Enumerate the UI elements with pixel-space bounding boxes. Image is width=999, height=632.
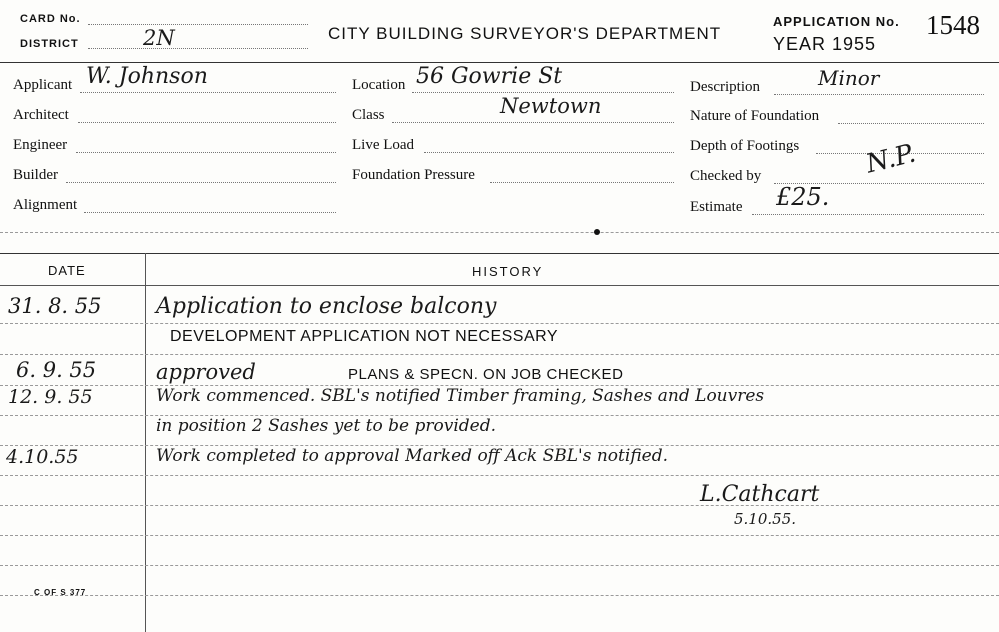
nature-of-foundation-line <box>838 123 984 124</box>
date-header: DATE <box>48 263 86 278</box>
history-header: HISTORY <box>472 264 544 279</box>
entry-text: Application to enclose balcony <box>156 294 497 319</box>
application-no-label: APPLICATION No. <box>773 14 900 29</box>
location-value: 56 Gowrie St <box>416 64 563 89</box>
applicant-line <box>80 92 336 93</box>
live-load-label: Live Load <box>352 137 415 153</box>
entry-date: 12. 9. 55 <box>8 386 93 408</box>
entry-text: Work completed to approval Marked off Ack SBL's notified. <box>156 446 669 466</box>
applicant-label: Applicant <box>13 77 73 93</box>
foundation-pressure-line <box>490 182 674 183</box>
signature: L.Cathcart <box>700 482 820 507</box>
signature-date: 5.10.55. <box>734 510 797 528</box>
entry-date: 6. 9. 55 <box>16 358 97 382</box>
estimate-value: £25. <box>776 183 830 211</box>
location-label: Location <box>352 77 406 93</box>
class-line <box>392 122 674 123</box>
depth-of-footings-label: Depth of Footings <box>690 138 800 154</box>
entry-date: 31. 8. 55 <box>8 294 102 318</box>
description-line <box>774 94 984 95</box>
builder-label: Builder <box>13 167 58 183</box>
entry-text: approved <box>156 360 256 384</box>
row-rule <box>0 475 999 476</box>
card-no-line <box>88 24 308 25</box>
checked-by-label: Checked by <box>690 168 762 184</box>
row-rule <box>0 323 999 324</box>
architect-line <box>78 122 336 123</box>
entry-text: in position 2 Sashes yet to be provided. <box>156 416 497 436</box>
foundation-pressure-label: Foundation Pressure <box>352 167 475 183</box>
architect-label: Architect <box>13 107 69 123</box>
row-rule <box>0 354 999 355</box>
year-label: YEAR 1955 <box>773 34 877 54</box>
description-value: Minor <box>818 66 880 90</box>
entry-text: Work commenced. SBL's notified Timber framing, Sashes and Louvres <box>156 386 765 406</box>
district-line <box>88 48 308 49</box>
estimate-label: Estimate <box>690 199 743 215</box>
row-rule <box>0 415 999 416</box>
card-no-label: CARD No. <box>20 13 81 25</box>
row-rule <box>0 565 999 566</box>
district-value: 2N <box>143 26 175 50</box>
class-label: Class <box>352 107 385 123</box>
punch-dot <box>594 229 600 235</box>
row-rule <box>0 505 999 506</box>
table-header-rule <box>0 285 999 286</box>
row-rule <box>0 595 999 596</box>
nature-of-foundation-label: Nature of Foundation <box>690 108 820 124</box>
district-label: DISTRICT <box>20 38 79 50</box>
live-load-line <box>424 152 674 153</box>
estimate-line <box>752 214 984 215</box>
table-top-rule <box>0 253 999 254</box>
header-rule <box>0 62 999 63</box>
alignment-label: Alignment <box>13 197 78 213</box>
engineer-label: Engineer <box>13 137 68 153</box>
date-column-divider <box>145 253 146 632</box>
applicant-value: W. Johnson <box>86 64 208 89</box>
entry-date: 4.10.55 <box>6 446 79 468</box>
checked-by-value: N.P. <box>863 138 919 180</box>
application-no: 1548 <box>926 10 980 40</box>
description-label: Description <box>690 79 760 95</box>
entry-stamp: DEVELOPMENT APPLICATION NOT NECESSARY <box>170 328 559 345</box>
location-line <box>412 92 674 93</box>
builder-line <box>66 182 336 183</box>
department-title: CITY BUILDING SURVEYOR'S DEPARTMENT <box>328 24 722 43</box>
alignment-line <box>84 212 336 213</box>
location-value-2: Newtown <box>500 94 602 118</box>
entry-stamp: PLANS & SPECN. ON JOB CHECKED <box>348 366 624 383</box>
engineer-line <box>76 152 336 153</box>
form-code: C OF S 377 <box>34 588 87 597</box>
row-rule <box>0 535 999 536</box>
blank-rule <box>0 232 999 233</box>
